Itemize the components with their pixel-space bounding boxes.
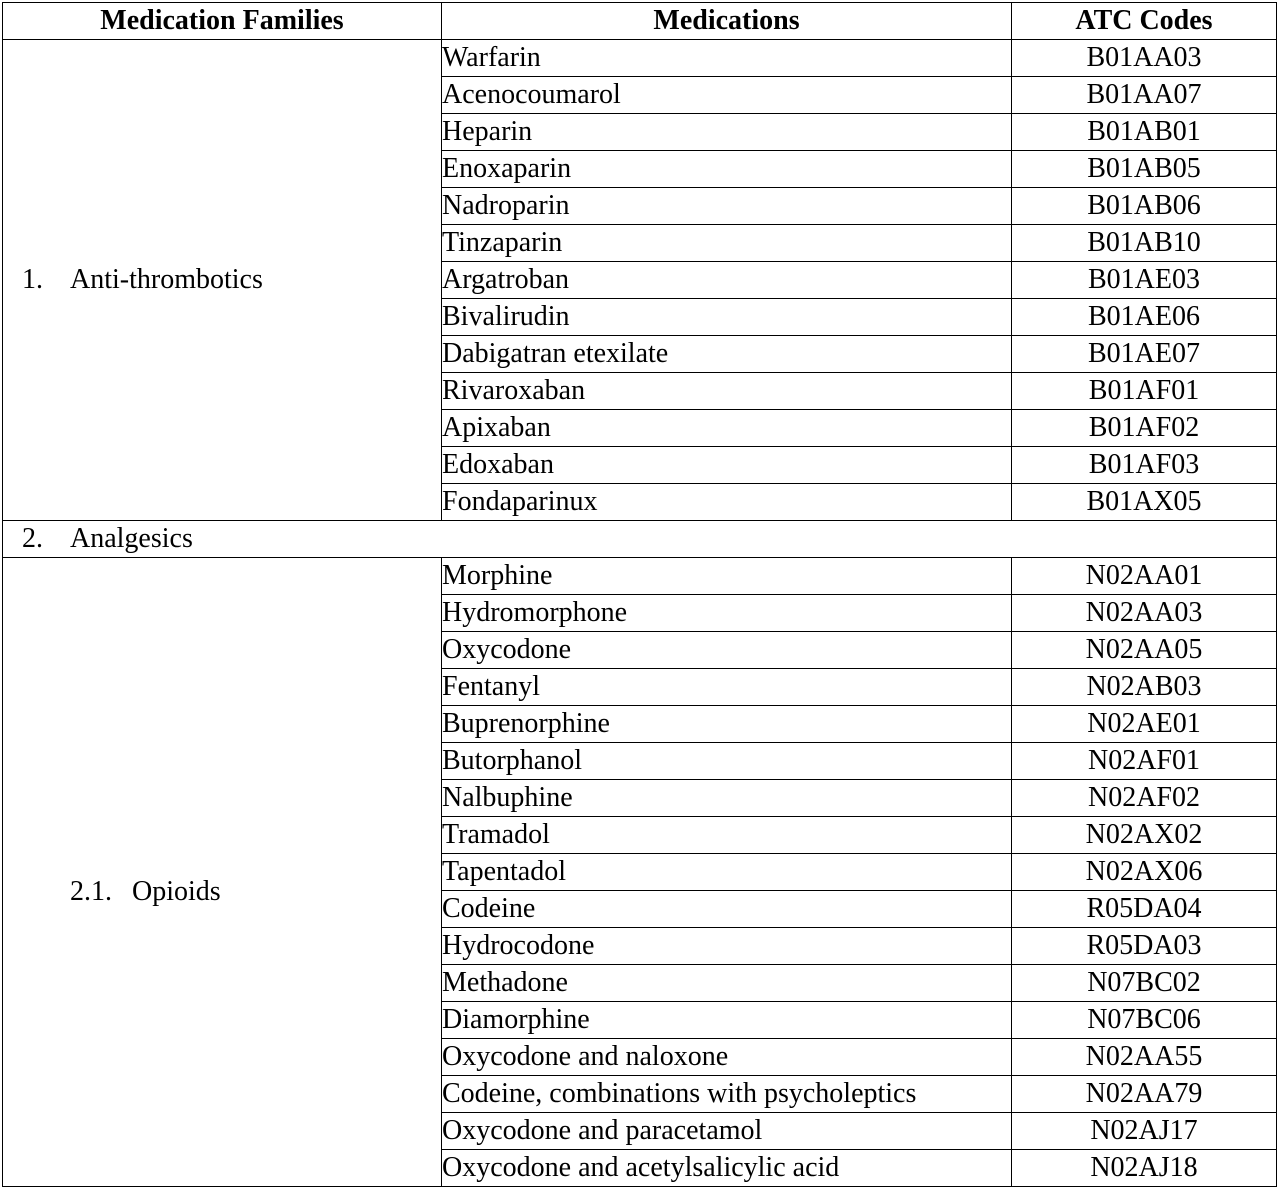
atc-code: B01AE06 — [1012, 299, 1277, 336]
atc-code: N02AA55 — [1012, 1039, 1277, 1076]
subfamily-cell-opioids — [3, 558, 442, 1187]
header-medications: Medications — [442, 3, 1012, 40]
family-number: 2. — [22, 523, 43, 554]
table-body — [3, 40, 1277, 1187]
medication-name: Edoxaban — [442, 447, 1012, 484]
table-header — [3, 3, 1277, 40]
medication-name: Dabigatran etexilate — [442, 336, 1012, 373]
subfamily-name: Opioids — [132, 876, 221, 907]
medication-name: Oxycodone and acetylsalicylic acid — [442, 1150, 1012, 1187]
medication-name: Methadone — [442, 965, 1012, 1002]
family-cell-anti-thrombotics — [3, 40, 442, 521]
medication-name: Tramadol — [442, 817, 1012, 854]
medication-table — [2, 2, 1277, 1187]
atc-code: N02AX02 — [1012, 817, 1277, 854]
medication-name: Hydrocodone — [442, 928, 1012, 965]
medication-name: Codeine — [442, 891, 1012, 928]
subfamily-number: 2.1. — [70, 876, 112, 907]
atc-code: B01AF01 — [1012, 373, 1277, 410]
atc-code: N02AE01 — [1012, 706, 1277, 743]
medication-name: Buprenorphine — [442, 706, 1012, 743]
atc-code: N02AF01 — [1012, 743, 1277, 780]
medication-name: Bivalirudin — [442, 299, 1012, 336]
table-row — [3, 558, 1277, 595]
medication-name: Oxycodone and paracetamol — [442, 1113, 1012, 1150]
medication-name: Warfarin — [442, 40, 1012, 77]
atc-code: N02AX06 — [1012, 854, 1277, 891]
header-atc-codes: ATC Codes — [1012, 3, 1277, 40]
atc-code: N02AA79 — [1012, 1076, 1277, 1113]
atc-code: N07BC02 — [1012, 965, 1277, 1002]
medication-name: Nalbuphine — [442, 780, 1012, 817]
header-medication-families: Medication Families — [3, 3, 442, 40]
medication-name: Butorphanol — [442, 743, 1012, 780]
atc-code: R05DA04 — [1012, 891, 1277, 928]
medication-name: Rivaroxaban — [442, 373, 1012, 410]
atc-code: N02AF02 — [1012, 780, 1277, 817]
medication-name: Fentanyl — [442, 669, 1012, 706]
family-number: 1. — [22, 264, 43, 295]
medication-name: Fondaparinux — [442, 484, 1012, 521]
atc-code: N02AA03 — [1012, 595, 1277, 632]
atc-code: N02AJ17 — [1012, 1113, 1277, 1150]
atc-code: B01AF02 — [1012, 410, 1277, 447]
medication-name: Enoxaparin — [442, 151, 1012, 188]
family-name: Analgesics — [70, 523, 193, 554]
family-name: Anti-thrombotics — [70, 264, 263, 295]
atc-code: B01AB05 — [1012, 151, 1277, 188]
atc-code: B01AE03 — [1012, 262, 1277, 299]
table-row — [3, 40, 1277, 77]
atc-code: N02AA05 — [1012, 632, 1277, 669]
atc-code: B01AB06 — [1012, 188, 1277, 225]
medication-name: Tapentadol — [442, 854, 1012, 891]
medication-name: Nadroparin — [442, 188, 1012, 225]
medication-name: Argatroban — [442, 262, 1012, 299]
header-row — [3, 3, 1277, 40]
medication-name: Heparin — [442, 114, 1012, 151]
atc-code: B01AA03 — [1012, 40, 1277, 77]
atc-code: N07BC06 — [1012, 1002, 1277, 1039]
section-row-analgesics — [3, 521, 1277, 558]
atc-code: B01AE07 — [1012, 336, 1277, 373]
medication-name: Codeine, combinations with psycholeptics — [442, 1076, 1012, 1113]
medication-name: Diamorphine — [442, 1002, 1012, 1039]
atc-code: N02AA01 — [1012, 558, 1277, 595]
atc-code: B01AX05 — [1012, 484, 1277, 521]
atc-code: B01AB10 — [1012, 225, 1277, 262]
atc-code: N02AB03 — [1012, 669, 1277, 706]
medication-name: Morphine — [442, 558, 1012, 595]
medication-name: Acenocoumarol — [442, 77, 1012, 114]
medication-name: Oxycodone and naloxone — [442, 1039, 1012, 1076]
medication-name: Tinzaparin — [442, 225, 1012, 262]
medication-name: Hydromorphone — [442, 595, 1012, 632]
atc-code: B01AA07 — [1012, 77, 1277, 114]
medication-name: Oxycodone — [442, 632, 1012, 669]
atc-code: R05DA03 — [1012, 928, 1277, 965]
medication-name: Apixaban — [442, 410, 1012, 447]
family-cell-analgesics — [3, 521, 1277, 558]
atc-code: B01AF03 — [1012, 447, 1277, 484]
atc-code: N02AJ18 — [1012, 1150, 1277, 1187]
atc-code: B01AB01 — [1012, 114, 1277, 151]
